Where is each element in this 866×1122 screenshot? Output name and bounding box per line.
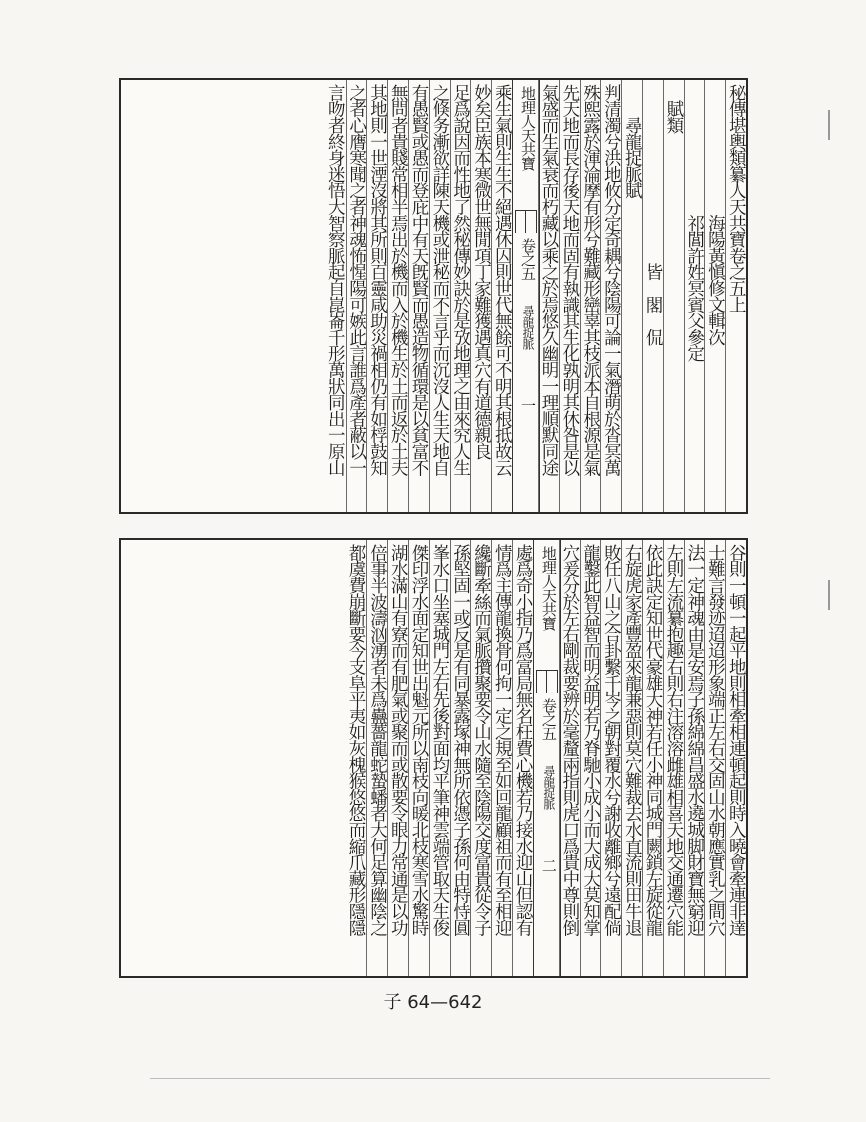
text-column — [684, 80, 705, 512]
text-column — [559, 540, 580, 976]
column-text: 無問者貴賤常相半焉出於機而入於機生於土而返於土夫 — [388, 84, 409, 476]
column-text: 之倏务漸欲詳陳天機或泄秘而不言乎而沉沒人生天地自 — [429, 84, 450, 476]
column-text: 皆 閣 侃 — [643, 84, 663, 345]
text-column — [470, 80, 491, 512]
column-text: 氣盛而生氣衰而朽藏以乘之於焉悠久幽明一理順默同途 — [539, 84, 559, 476]
fish-tail-marker — [515, 210, 537, 233]
column-text: 峯水口坐塞城門左右先後對面均平筆神雲端管取天生俊 — [429, 544, 450, 936]
fold-section: 尋龍捉脈 — [541, 765, 556, 809]
column-text: 秘傳堪輿類纂人天共寶卷之五上 — [726, 84, 746, 313]
column-text: 海陽黃愼修文輯次 — [705, 84, 726, 345]
column-text: 情爲主傳龍換骨何拘一定之規至如回龍顧祖而有至相迎 — [492, 544, 513, 936]
text-column — [559, 80, 580, 512]
column-text: 纔斷牽絲而氣脈攢聚要令山水隨至陰陽交度富貴從令子 — [471, 544, 492, 936]
text-column — [621, 80, 642, 512]
fold-book-title: 地理人天共寶 — [519, 86, 538, 170]
fold-book-title: 地理人天共寶 — [539, 546, 558, 630]
column-text: 有愚賢或愚而登庇中有天旣賢而愚造物循環是以貧富不 — [409, 84, 429, 476]
text-column — [580, 540, 601, 976]
top-page-frame — [119, 78, 748, 514]
scan-edge-line — [150, 1078, 770, 1079]
fold-section: 尋龍捉脈 — [521, 305, 536, 349]
column-text: 尋龍捉脈賦 — [622, 84, 643, 199]
column-text: 之者心膺寒聞之者神魂怖惺陽可嫉此言誰爲產者蔽以一 — [346, 84, 367, 476]
column-text: 谷則一頓一起平地則相牽相連頓起則時入曉會牽連非達 — [726, 544, 746, 936]
text-column — [580, 80, 601, 512]
text-column — [346, 540, 367, 976]
text-column — [621, 540, 642, 976]
text-column — [642, 540, 663, 976]
text-column — [663, 540, 684, 976]
text-column — [704, 80, 725, 512]
column-text: 穴爰分於左右剛裁要辨於毫釐兩指則虎口爲貴中尊則倒 — [559, 544, 580, 936]
text-column — [684, 540, 705, 976]
text-column — [600, 80, 621, 512]
column-text: 士難言發迹迢迢形象端正左右交固山水朝應實乳之間穴 — [705, 544, 726, 936]
column-text: 先天地而長存後天地而固有執識其生化孰明其休咎是以 — [559, 84, 580, 476]
text-column — [450, 80, 471, 512]
bottom-fold-margin — [533, 540, 561, 976]
text-column — [387, 540, 408, 976]
column-text: 法一定神魂由是安焉子孫綿綿昌盛水遶城脚財寶無窮迎 — [684, 544, 705, 936]
column-text: 依此訣定知世代豪雄大神若任小神同城門闕鎖左旋從龍 — [643, 544, 663, 936]
column-text: 言吻者終身迷悟大智察脈起自崑崙千形萬狀同出一原山 — [325, 84, 346, 476]
text-column — [408, 540, 429, 976]
column-text: 龍鑿此智益智而明益明若乃脊馳小成小而大成大莫知掌 — [580, 544, 601, 936]
column-text: 湖水滿山有寮而有肥氣或聚而或散要令眼力常通是以功 — [388, 544, 409, 936]
text-column — [470, 540, 491, 976]
text-column — [408, 80, 429, 512]
column-text: 都虞費崩斷要今支阜平夷如灰槐猴悠悠而縮爪藏形隱隱 — [346, 544, 367, 936]
text-column — [325, 80, 346, 512]
column-text: 左則左流纂抱趣右則右注溶溶雌雄相喜天地交通遷穴能 — [663, 544, 684, 936]
text-column — [346, 80, 367, 512]
scan-margin-mark — [828, 580, 830, 610]
top-fold-margin — [512, 80, 540, 512]
top-text-columns — [121, 80, 746, 512]
text-column — [491, 540, 512, 976]
text-column — [725, 540, 746, 976]
bottom-page-frame — [119, 538, 748, 978]
fold-leaf-number: 二 — [539, 858, 558, 872]
scan-margin-mark — [828, 110, 830, 140]
text-column — [600, 540, 621, 976]
bottom-text-columns — [121, 540, 746, 976]
column-text: 傑印浮水面定知世出魁元所以南枝向暖北枝寒雪水驚時 — [409, 544, 429, 936]
column-text: 其地則一世湮沒將其所則百靈咸助災禍相仍有如桴鼓知 — [367, 84, 388, 476]
text-column — [491, 80, 512, 512]
text-column — [642, 80, 663, 512]
fold-volume: 卷之五 — [539, 698, 558, 740]
column-text: 右旋虎家產豐盈來龍兼惡則莫穴難裁去水直流則田牛退 — [622, 544, 643, 936]
column-text: 祁閶許姓冥賓父參定 — [684, 84, 705, 362]
column-text: 孫堅固一或反是有同暴露塚神無所依憑子孫何由特恃圓 — [450, 544, 471, 936]
column-text: 敗任八山之合卦繫千岑之朝對覆水兮謝收離鄉兮遠配倘 — [601, 544, 622, 936]
text-column — [429, 540, 450, 976]
column-text: 足爲說因而性地了然秘傳妙訣於是攷地理之由來究人生 — [450, 84, 471, 476]
text-column — [663, 80, 684, 512]
text-column — [538, 80, 559, 512]
column-text: 倍事半波濤汹湧者未爲蠱薔龍蛇蟄蟠者大何足算幽陰之 — [367, 544, 388, 936]
fold-volume: 卷之五 — [519, 238, 538, 280]
column-text: 判清濁兮洪地攸分定奇耦兮陰陽可論一氣潛萌於沓冥萬 — [601, 84, 622, 476]
fish-tail-marker — [536, 670, 558, 693]
text-column — [512, 540, 533, 976]
text-column — [387, 80, 408, 512]
text-column — [450, 540, 471, 976]
text-column — [704, 540, 725, 976]
text-column — [366, 540, 387, 976]
text-column — [429, 80, 450, 512]
column-text: 殊熙露於渾淪摩有形兮難藏形巒辜其枝派本自根源是氣 — [580, 84, 601, 476]
column-text: 妙矣臣族本寒微世無閒項丁家難獲遇真穴有道德親良 — [471, 84, 492, 459]
column-text: 賦類 — [663, 84, 684, 133]
column-text: 乘生氣則生生不絕遇休囚則世代無餘可不明其根抵故云 — [492, 84, 513, 476]
fold-leaf-number: 一 — [519, 398, 538, 412]
page-number: 子 64—642 — [383, 992, 483, 1013]
text-column — [725, 80, 746, 512]
text-column — [366, 80, 387, 512]
column-text: 處爲奇小指乃爲富局無名枉費心機若乃接水迎山但認有 — [513, 544, 533, 936]
